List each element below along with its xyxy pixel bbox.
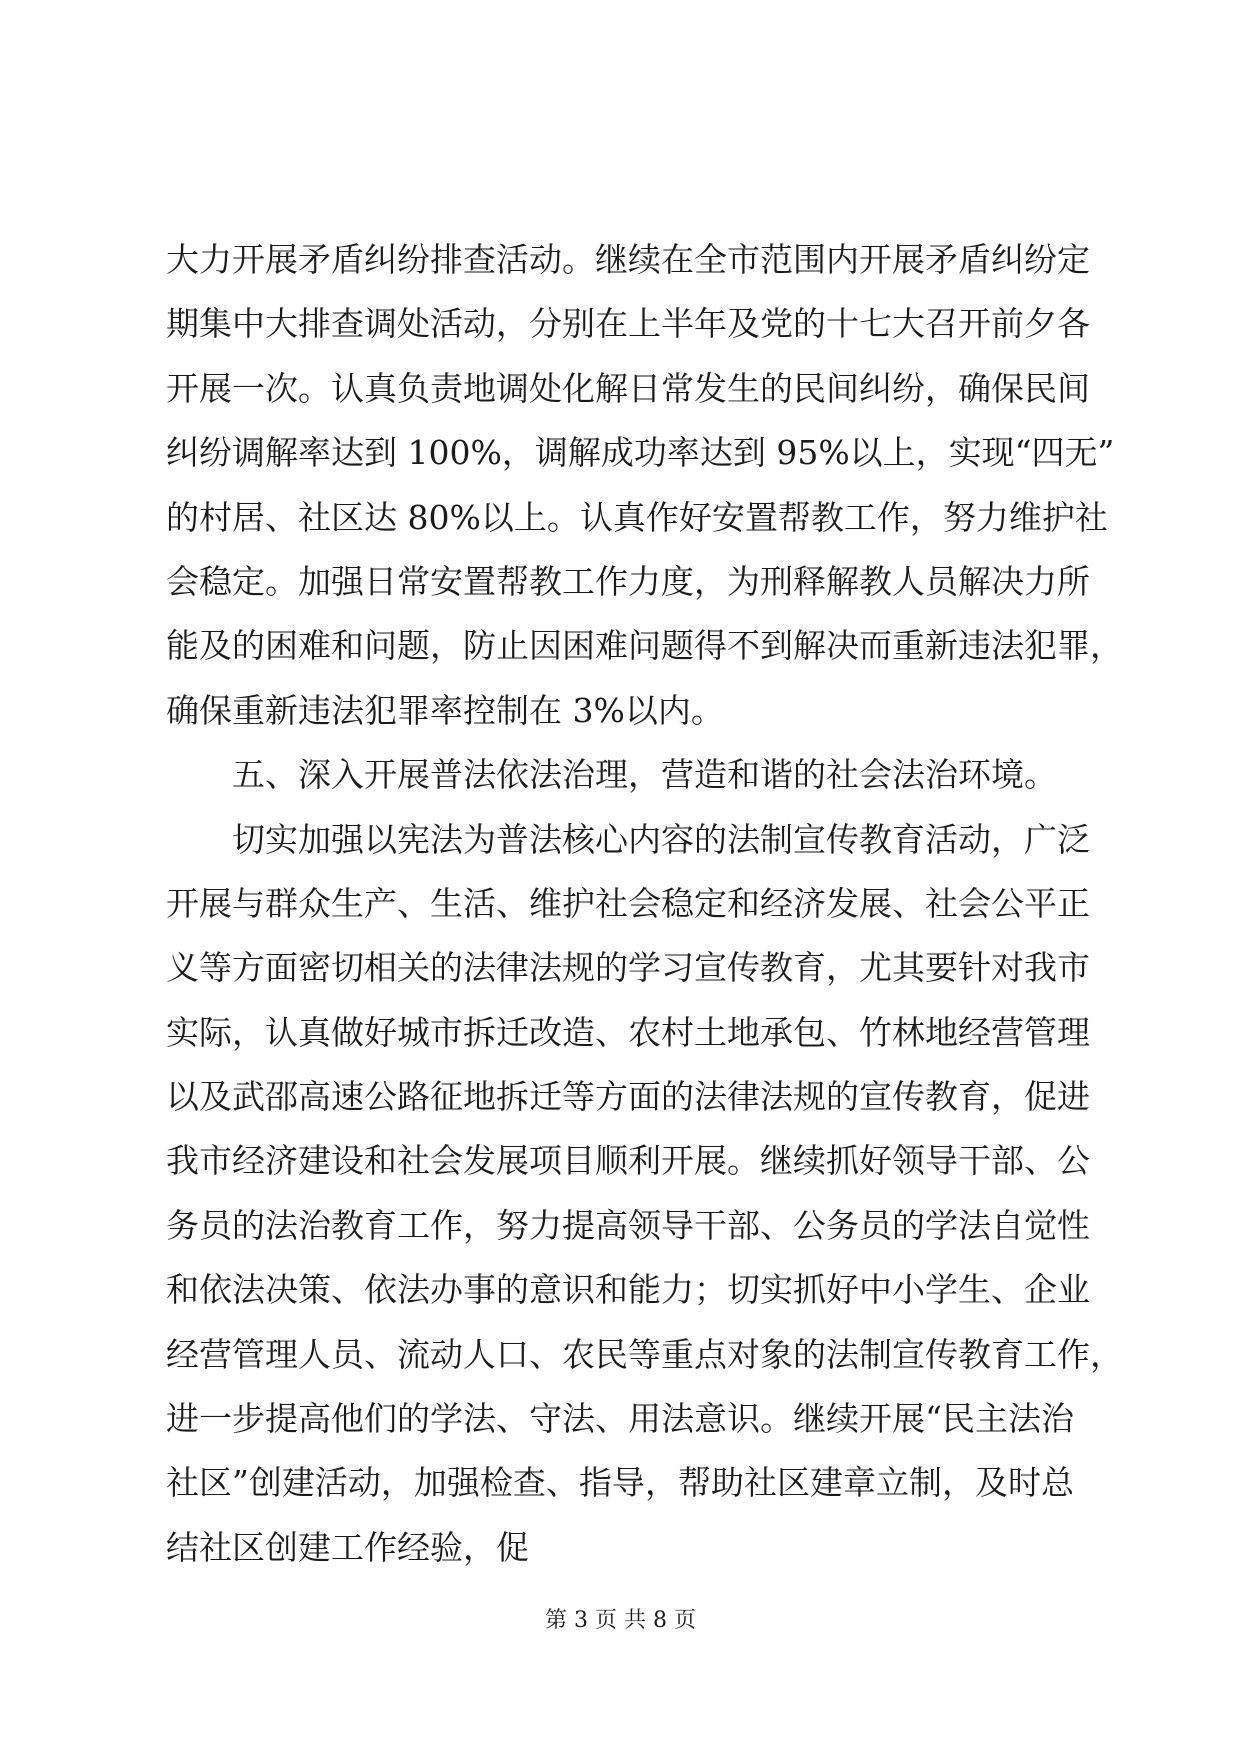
text-line: 实际，认真做好城市拆迁改造、农村土地承包、竹林地经营管理 [166, 1012, 1090, 1052]
text-line: 和依法决策、依法办事的意识和能力；切实抓好中小学生、企业 [166, 1270, 1090, 1310]
text-line: 纠纷调解率达到 100%，调解成功率达到 95%以上，实现“四无” [166, 433, 1115, 473]
text-line: 大力开展矛盾纠纷排查活动。继续在全市范围内开展矛盾纠纷定 [166, 240, 1090, 279]
text-line: 进一步提高他们的学法、守法、用法意识。继续开展“民主法治 [166, 1399, 1074, 1439]
text-line: 义等方面密切相关的法律法规的学习宣传教育，尤其要针对我市 [166, 948, 1090, 988]
body-text [166, 228, 1123, 1580]
text-line: 开展一次。认真负责地调处化解日常发生的民间纠纷，确保民间 [166, 368, 1090, 408]
text-line: 我市经济建设和社会发展项目顺利开展。继续抓好领导干部、公 [166, 1141, 1090, 1181]
text-line: 能及的困难和问题，防止因困难问题得不到解决而重新违法犯罪， [166, 626, 1123, 666]
text-line: 确保重新违法犯罪率控制在 3%以内。 [166, 690, 724, 730]
text-line: 切实加强以宪法为普法核心内容的法制宣传教育活动，广泛 [232, 819, 1090, 859]
page-footer: 第 3 页 共 8 页 [545, 1608, 696, 1633]
text-line: 务员的法治教育工作，努力提高领导干部、公务员的学法自觉性 [166, 1205, 1090, 1245]
text-line: 会稳定。加强日常安置帮教工作力度，为刑释解教人员解决力所 [166, 561, 1090, 601]
text-line: 开展与群众生产、生活、维护社会稳定和经济发展、社会公平正 [166, 883, 1090, 923]
text-line: 社区”创建活动，加强检查、指导，帮助社区建章立制，及时总 [166, 1463, 1074, 1503]
text-line: 以及武邵高速公路征地拆迁等方面的法律法规的宣传教育，促进 [166, 1077, 1090, 1117]
text-line: 经营管理人员、流动人口、农民等重点对象的法制宣传教育工作， [166, 1334, 1123, 1374]
text-line: 结社区创建工作经验，促 [166, 1527, 529, 1567]
text-line: 的村居、社区达 80%以上。认真作好安置帮教工作，努力维护社 [166, 497, 1108, 537]
text-line: 五、深入开展普法依法治理，营造和谐的社会法治环境。 [232, 755, 1057, 795]
text-line: 期集中大排查调处活动，分别在上半年及党的十七大召开前夕各 [166, 304, 1090, 344]
